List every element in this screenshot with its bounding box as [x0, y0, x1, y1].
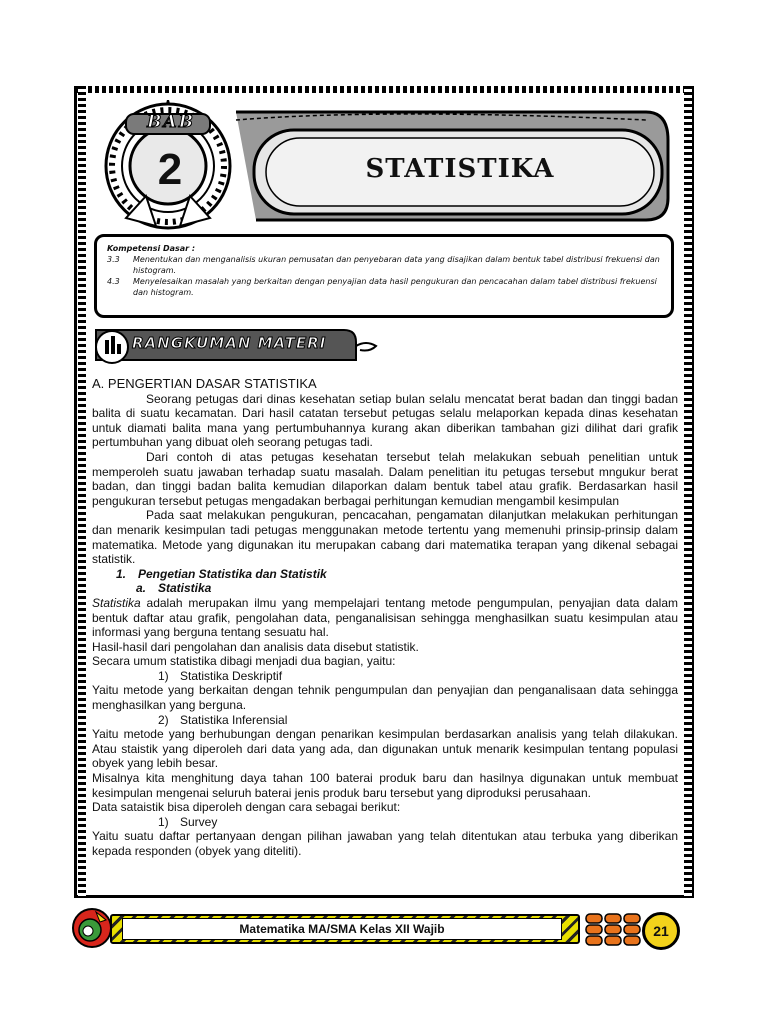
footer-book-title: Matematika MA/SMA Kelas XII Wajib [122, 918, 562, 940]
list-title: Statistika Deskriptif [180, 668, 283, 683]
chapter-number: 2 [157, 145, 183, 194]
subsection-title: Pengetian Statistika dan Statistik [138, 566, 327, 581]
paragraph: Data sataistik bisa diperoleh dengan cara sebagai berikut: [92, 800, 401, 815]
paragraph: Secara umum statistika dibagi menjadi dua bagian, yaitu: [92, 654, 396, 669]
list-description: Yaitu suatu daftar pertanyaan dengan pilihan jawaban yang telah ditentukan atau terbuka yang diberikan kepada responden (obyek yang diteliti). [92, 829, 678, 858]
left-border-dots [78, 86, 86, 898]
paragraph: Dari contoh di atas petugas kesehatan tersebut telah melakukan sebuah penelitian untuk memperoleh suatu jawaban terhadap suatu masalah. Dalam penelitian itu petugas tersebut mngukur berat badan, dan tinggi badan balita kemudian dilaporkan dalam bentuk tabel atau grafik. Berdasarkan hasil pengukuran tersebut petugas mengadakan berbagai perhitungan kemudian mengambil kesimpulan [92, 449, 678, 508]
kompetensi-dasar-box [94, 234, 674, 318]
list-number: 2) [158, 712, 169, 727]
definition-paragraph [92, 596, 678, 640]
list-description: Yaitu metode yang berkaitan dengan tehnik pengumpulan dan penyajian dan penganalisaan data sehingga menghasilkan yang berguna. [92, 683, 678, 713]
list-description: Misalnya kita menghitung daya tahan 100 baterai produk baru dan hasilnya digunakan untuk membuat kesimpulan mengenai seluruh baterai jenis produk baru tersebut yang diproduksi perusahaan. [92, 771, 678, 800]
list-item [158, 815, 678, 830]
section-heading: A. PENGERTIAN DASAR STATISTIKA [92, 376, 317, 391]
list-title: Survey [180, 814, 218, 829]
kompetensi-heading: Kompetensi Dasar : [107, 244, 196, 253]
paragraph: Hasil-hasil dari pengolahan dan analisis data disebut statistik. [92, 639, 419, 654]
footer-ornament [584, 912, 644, 948]
subsubsection-heading [136, 581, 678, 596]
list-title: Statistika Inferensial [180, 712, 288, 727]
definition-term: Statistika [92, 595, 141, 610]
list-number: 1) [158, 668, 169, 683]
subsection-number: 1. [116, 566, 127, 581]
kompetensi-number: 4.3 [107, 277, 120, 286]
chapter-title: STATISTIKA [365, 154, 555, 184]
kompetensi-text: Menyelesaikan masalah yang berkaitan dengan penyajian data hasil pengukuran dan pencacahan dalam tabel distribusi frekuensi dan histogram. [133, 277, 657, 297]
kompetensi-text: Menentukan dan menganalisis ukuran pemusatan dan penyebaran data yang disajikan dalam bentuk tabel distribusi frekuensi dan histogram. [133, 255, 660, 275]
kompetensi-item [107, 254, 661, 276]
subsubsection-letter: a. [136, 581, 147, 596]
rangkuman-banner-label: RANGKUMAN MATERI [132, 334, 327, 352]
list-number: 1) [158, 814, 169, 829]
bab-label: BAB [147, 112, 195, 132]
list-item [158, 713, 678, 728]
kompetensi-item [107, 276, 661, 298]
page-number: 21 [642, 912, 680, 950]
footer-logo-icon [70, 906, 114, 950]
subsubsection-title: Statistika [158, 581, 212, 596]
list-item [158, 669, 678, 684]
paragraph: Seorang petugas dari dinas kesehatan setiap bulan selalu mencatat berat badan dan tinggi badan balita di suatu kecamatan. Dari hasil catatan tersebut petugas selalu melaporkan kepada dinas kesehatan untuk diamati balita mana yang pertumbuhannya kurang akan diberikan tambahan gizi dilihat dari grafik pertumbuhan yang dibuat oleh seorang petugas tadi. [92, 391, 678, 450]
paragraph: Pada saat melakukan pengukuran, pencacahan, pengamatan dilanjutkan melakukan perhitungan dan menarik kesimpulan tadi petugas menggunakan metode tertentu yang memenuhi prinsip-prinsip dalam matematika. Metode yang digunakan itu merupakan cabang dari matematika terapan yang dikenal sebagai statistik. [92, 508, 678, 567]
right-border-dots [684, 86, 692, 898]
definition-text: adalah merupakan ilmu yang mempelajari tentang metode pengumpulan, penyajian data dalam bentuk daftar atau grafik, pengolahan data, penganalisisan sehingga menghasilkan suatu kesimpulan atau informasi yang berguna tentang sesuatu hal. [92, 595, 678, 640]
list-description: Yaitu metode yang berhubungan dengan penarikan kesimpulan berdasarkan analisis yang telah dilakukan. Atau staistik yang diperoleh dari data yang ada, dan digunakan untuk menarik kesimpulan tentang populasi obyek yang lebih besar. [92, 727, 678, 771]
top-border-dots [74, 86, 694, 93]
subsection-heading [116, 567, 678, 582]
main-content [92, 377, 678, 859]
kompetensi-number: 3.3 [107, 255, 120, 264]
